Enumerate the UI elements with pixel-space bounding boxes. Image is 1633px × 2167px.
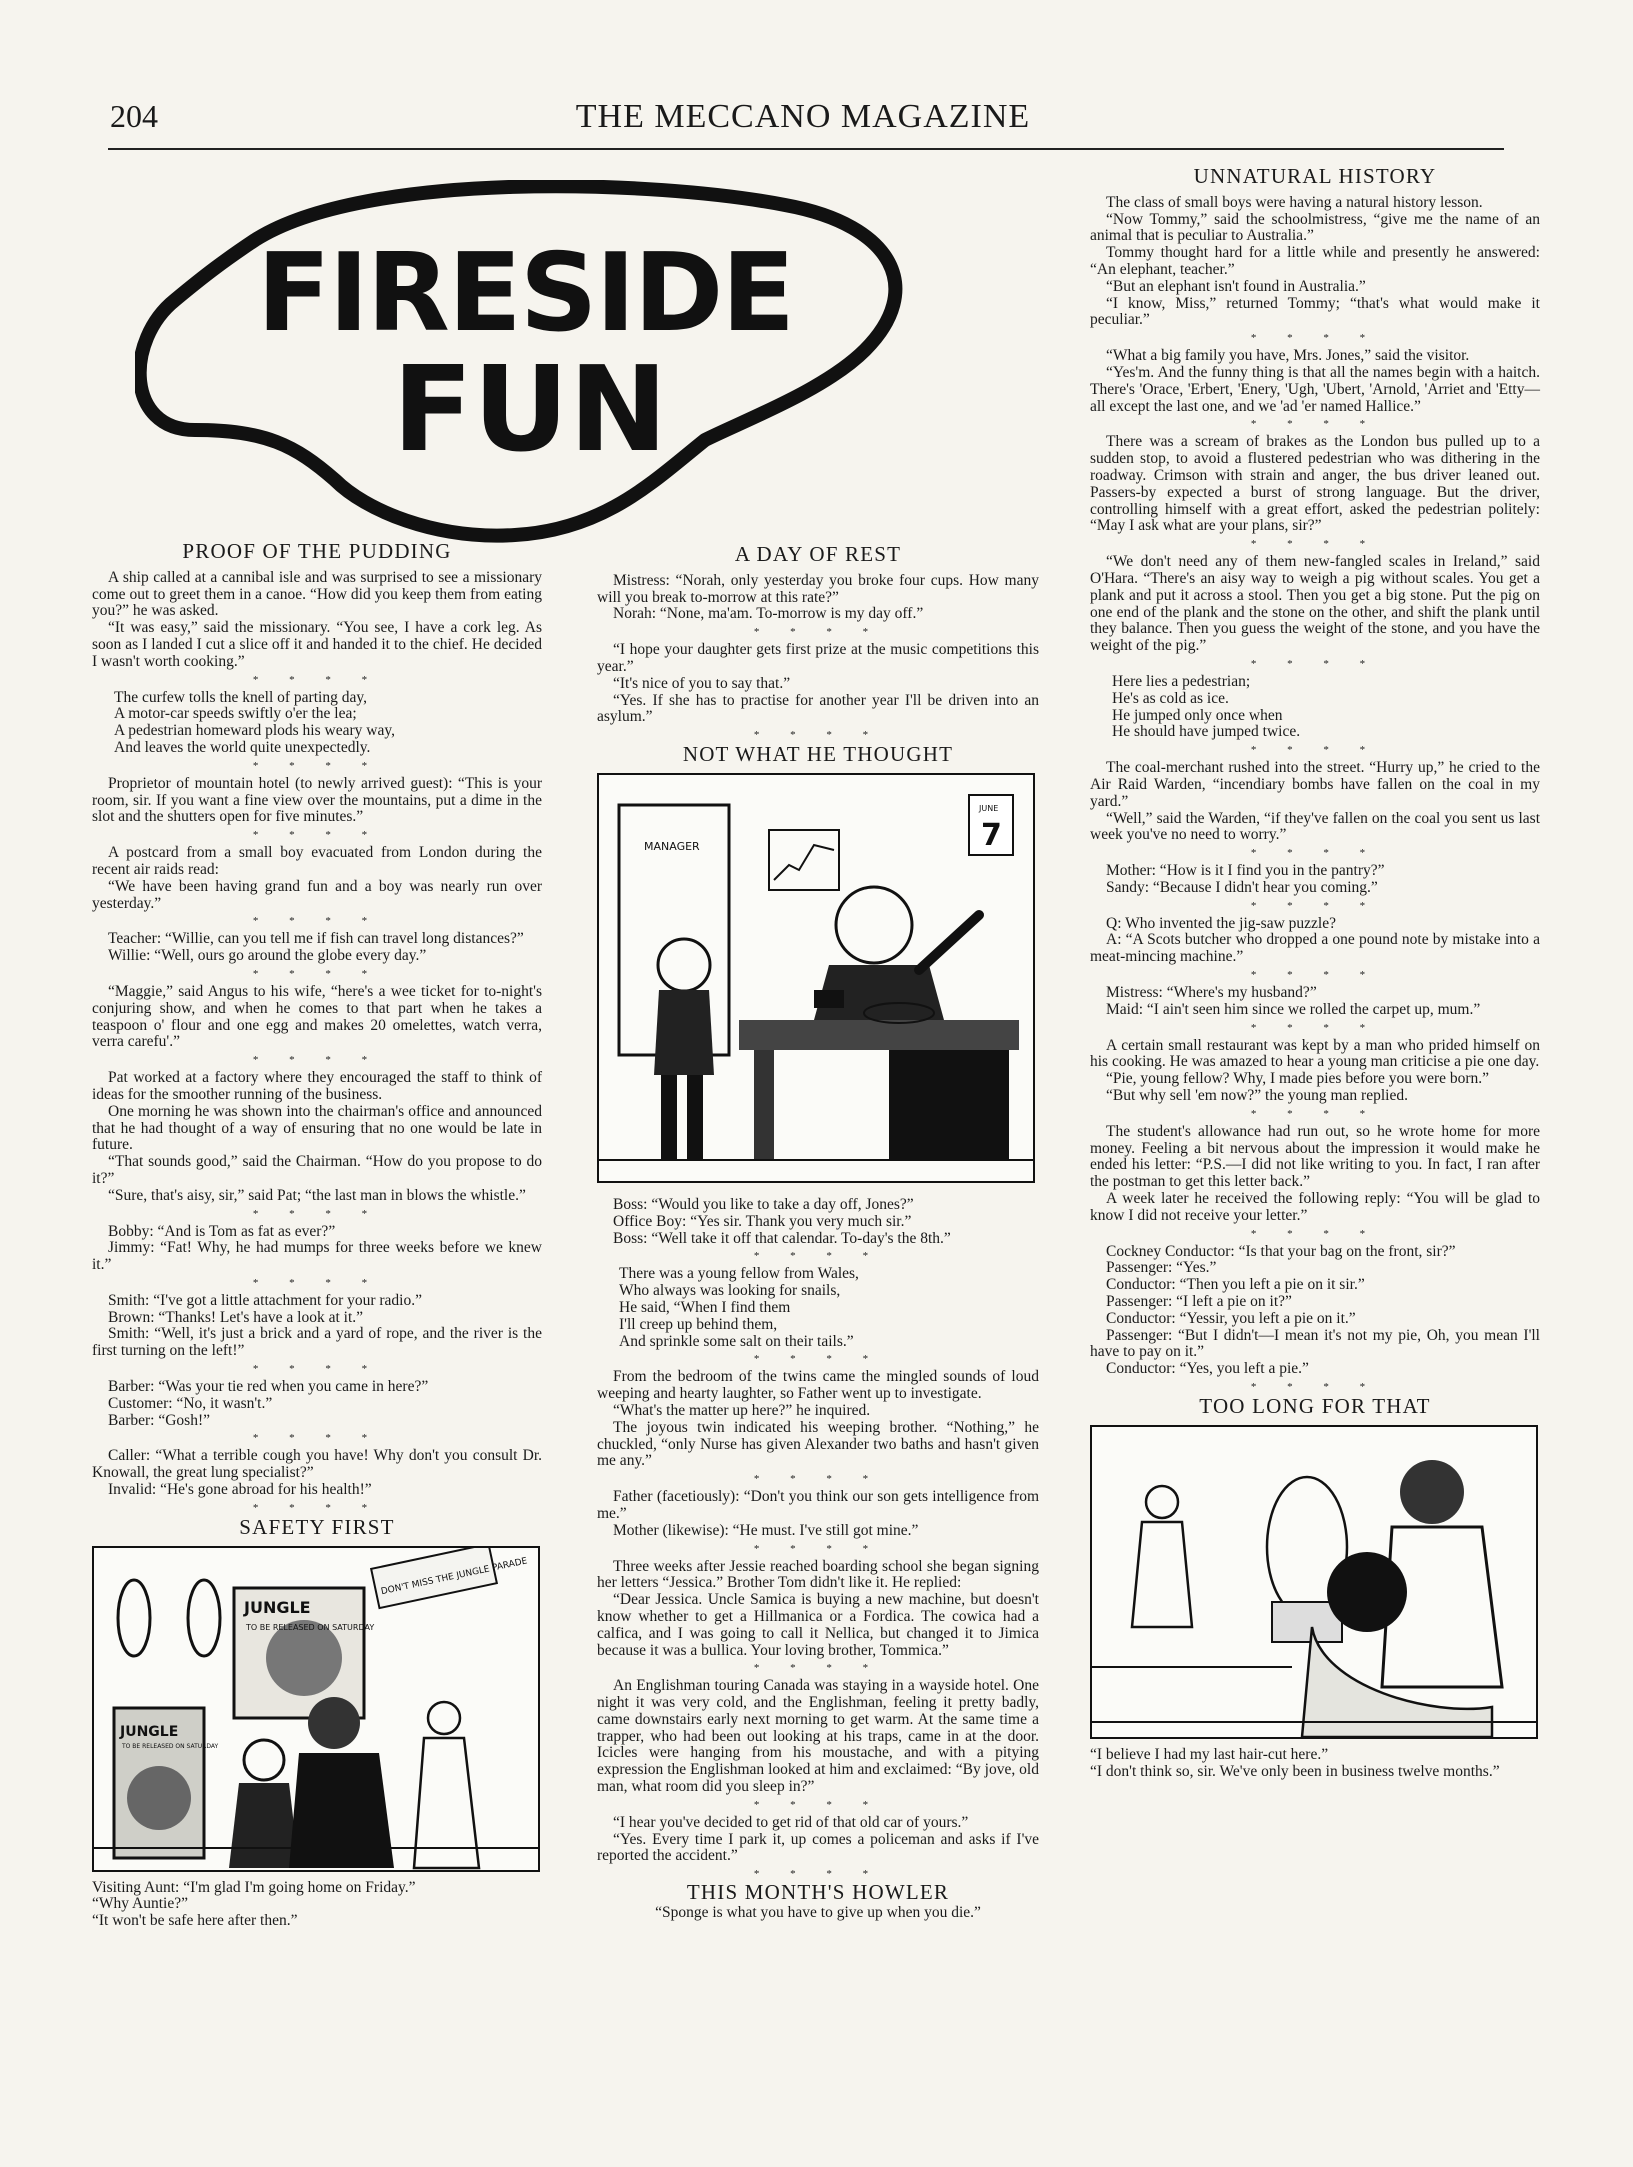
joke-paragraph: Passenger: “I left a pie on it?”	[1106, 1293, 1292, 1311]
joke-paragraph: “That sounds good,” said the Chairman. “How do you propose to do it?”	[92, 1153, 542, 1187]
joke-paragraph: A week later he received the following reply: “You will be glad to know I did not receive your letter.”	[1090, 1190, 1540, 1224]
joke-paragraph: Invalid: “He's gone abroad for his health!”	[108, 1481, 372, 1499]
separator-stars: * * * *	[753, 626, 883, 639]
joke-paragraph: Cockney Conductor: “Is that your bag on the front, sir?”	[1106, 1242, 1456, 1260]
verse-line: There was a young fellow from Wales,	[619, 1265, 859, 1283]
column-middle	[597, 542, 1039, 1922]
joke-paragraph: From the bedroom of the twins came the mingled sounds of loud weeping and hearty laughter, so Father went up to investigate.	[597, 1368, 1039, 1403]
verse-line: A motor-car speeds swiftly o'er the lea;	[114, 705, 357, 723]
cartoon-caption: “I don't think so, sir. We've only been in business twelve months.”	[1090, 1762, 1500, 1780]
joke-paragraph: Jimmy: “Fat! Why, he had mumps for three weeks before we knew it.”	[92, 1239, 542, 1274]
joke-paragraph: “It was easy,” said the missionary. “You see, I have a cork leg. As soon as I landed I cut a slice off it and handed it to the chief. He decided I wasn't worth cooking.”	[92, 619, 542, 670]
separator-stars: * * * *	[1250, 538, 1380, 551]
calendar-day: 7	[981, 817, 1002, 853]
separator-stars: * * * *	[1250, 744, 1380, 757]
poster-title: JUNGLE	[244, 1597, 311, 1617]
joke-paragraph: Mistress: “Where's my husband?”	[1106, 984, 1317, 1002]
joke-paragraph: The coal-merchant rushed into the street. “Hurry up,” he cried to the Air Raid Warden, “incendiary bombs have fallen on the coal in my yard.”	[1090, 759, 1540, 810]
separator-stars: * * * *	[753, 729, 883, 742]
joke-paragraph: “What a big family you have, Mrs. Jones,” said the visitor.	[1106, 347, 1470, 365]
heading-a-day-of-rest: A DAY OF REST	[734, 542, 902, 566]
verse-line: And sprinkle some salt on their tails.”	[619, 1332, 854, 1350]
joke-paragraph: Smith: “I've got a little attachment for your radio.”	[108, 1291, 422, 1309]
joke-paragraph: Passenger: “But I didn't—I mean it's not my pie, Oh, you mean I'll have to pay on it.”	[1090, 1326, 1540, 1361]
joke-paragraph: Willie: “Well, ours go around the globe every day.”	[108, 947, 427, 965]
verse-line: A pedestrian homeward plods his weary way,	[114, 722, 395, 740]
separator-stars: * * * *	[252, 1054, 382, 1067]
joke-paragraph: “Yes. Every time I park it, up comes a policeman and asks if I've reported the accident.”	[597, 1830, 1039, 1865]
magazine-title: THE MECCANO MAGAZINE	[575, 98, 1031, 135]
title-fireside: FIRESIDE	[256, 231, 794, 356]
separator-stars: * * * *	[252, 967, 382, 980]
joke-paragraph: Bobby: “And is Tom as fat as ever?”	[108, 1222, 336, 1240]
joke-paragraph: “Now Tommy,” said the schoolmistress, “give me the name of an animal that is peculiar to Australia.”	[1090, 210, 1540, 245]
heading-proof-of-the-pudding: PROOF OF THE PUDDING	[182, 539, 452, 563]
page-header	[98, 98, 1508, 148]
joke-paragraph: “I hope your daughter gets first prize at the music competitions this year.”	[597, 641, 1039, 675]
verse-line: I'll creep up behind them,	[619, 1315, 778, 1333]
joke-paragraph: There was a scream of brakes as the London bus pulled up to a sudden stop, to avoid a flustered pedestrian who was dithering in the roadway. Crimson with strain and anger, the bus driver leaned out. Passers-by expected a burst of strong language. But the driver, controlling himself with a great effort, asked the pedestrian politely: “May I ask what are your plans, sir?”	[1090, 433, 1540, 535]
verse-line: He should have jumped twice.	[1112, 723, 1301, 741]
joke-paragraph: A certain small restaurant was kept by a man who prided himself on his cooking. He was amazed to hear a young man criticise a pie one day.	[1090, 1036, 1540, 1071]
joke-paragraph: The class of small boys were having a natural history lesson.	[1106, 193, 1483, 211]
cartoon-caption: Office Boy: “Yes sir. Thank you very much sir.”	[613, 1212, 912, 1230]
separator-stars: * * * *	[252, 1207, 382, 1220]
joke-paragraph: Father (facetiously): “Don't you think our son gets intelligence from me.”	[597, 1488, 1039, 1522]
cartoon-office-drawing	[599, 775, 1033, 1181]
separator-stars: * * * *	[1250, 1107, 1380, 1120]
heading-too-long-for-that: TOO LONG FOR THAT	[1199, 1394, 1431, 1419]
joke-paragraph: “I hear you've decided to get rid of that old car of yours.”	[613, 1813, 969, 1831]
joke-paragraph: “We have been having grand fun and a boy was nearly run over yesterday.”	[92, 877, 542, 912]
joke-paragraph: “Pie, young fellow? Why, I made pies before you were born.”	[1106, 1070, 1490, 1088]
joke-paragraph: Tommy thought hard for a little while and presently he answered: “An elephant, teacher.”	[1090, 244, 1540, 278]
separator-stars: * * * *	[1250, 418, 1380, 431]
joke-paragraph: Customer: “No, it wasn't.”	[108, 1394, 273, 1412]
separator-stars: * * * *	[753, 1798, 883, 1811]
fireside-fun-title-art	[135, 180, 915, 545]
joke-paragraph: “We don't need any of them new-fangled scales in Ireland,” said O'Hara. “There's an aisy way to weigh a pig without scales. You get a plank and put it across a stool. Then you get a big stone. Put the pig on one end of the plank and the stone on the other, and shift the plank until they balance. Then you guess the weight of the stone, and you have the weight of the pig.”	[1090, 553, 1540, 655]
cartoon-caption: “It won't be safe here after then.”	[92, 1912, 298, 1930]
separator-stars: * * * *	[252, 915, 382, 928]
calendar-month: JUNE	[979, 803, 999, 813]
cartoon-barber-drawing	[1092, 1427, 1536, 1737]
cartoon-caption: “I believe I had my last hair-cut here.”	[1090, 1745, 1329, 1763]
joke-paragraph: Barber: “Gosh!”	[108, 1411, 210, 1429]
joke-paragraph: The student's allowance had run out, so he wrote home for more money. Feeling a bit nervous about the impression it would make he ended his letter: “P.S.—I did not like writing to you. In fact, I ran after the postman to get this letter back.”	[1090, 1122, 1540, 1191]
verse-line: He said, “When I find them	[619, 1298, 791, 1316]
verse-line: And leaves the world quite unexpectedly.	[114, 738, 371, 756]
joke-paragraph: “I know, Miss,” returned Tommy; “that's what would make it peculiar.”	[1090, 294, 1540, 329]
separator-stars: * * * *	[1250, 969, 1380, 982]
poster-subtitle-2: TO BE RELEASED ON SATURDAY	[122, 1742, 219, 1750]
separator-stars: * * * *	[1250, 1021, 1380, 1034]
joke-paragraph: Mother: “How is it I find you in the pantry?”	[1106, 862, 1385, 880]
verse-line: Here lies a pedestrian;	[1112, 672, 1251, 690]
separator-stars: * * * *	[753, 1662, 883, 1675]
joke-paragraph: Q: Who invented the jig-saw puzzle?	[1106, 914, 1336, 932]
joke-paragraph: “It's nice of you to say that.”	[613, 674, 791, 692]
door-sign: MANAGER	[644, 839, 700, 853]
separator-stars: * * * *	[753, 1542, 883, 1555]
joke-paragraph: Mother (likewise): “He must. I've still got mine.”	[613, 1521, 919, 1539]
joke-paragraph: Mistress: “Norah, only yesterday you broke four cups. How many will you break to-morrow at this rate?”	[597, 571, 1039, 606]
joke-paragraph: Three weeks after Jessie reached boarding school she began signing her letters “Jessica.” Brother Tom didn't like it. He replied:	[597, 1557, 1039, 1592]
cartoon-caption: Boss: “Would you like to take a day off, Jones?”	[613, 1195, 914, 1213]
joke-paragraph: Proprietor of mountain hotel (to newly arrived guest): “This is your room, sir. If you want a fine view over the mountains, put a dime in the slot and the shutters open for five minutes.”	[92, 774, 542, 826]
heading-this-months-howler: THIS MONTH'S HOWLER	[686, 1880, 950, 1905]
separator-stars: * * * *	[1250, 657, 1380, 670]
heading-unnatural-history: UNNATURAL HISTORY	[1193, 164, 1437, 188]
joke-paragraph: Passenger: “Yes.”	[1106, 1259, 1217, 1277]
joke-paragraph: The joyous twin indicated his weeping brother. “Nothing,” he chuckled, “only Nurse has given Alexander two baths and hasn't given me any.”	[597, 1418, 1039, 1470]
joke-paragraph: Smith: “Well, it's just a brick and a yard of rope, and the river is the first turning on the left!”	[92, 1325, 542, 1360]
joke-paragraph: “But why sell 'em now?” the young man replied.	[1106, 1087, 1408, 1105]
separator-stars: * * * *	[753, 1250, 883, 1263]
joke-paragraph: Barber: “Was your tie red when you came in here?”	[108, 1378, 429, 1396]
column-left	[92, 539, 542, 1930]
joke-paragraph: Conductor: “Yes, you left a pie.”	[1106, 1360, 1309, 1378]
cartoon-caption: “Why Auntie?”	[92, 1895, 188, 1913]
header-rule	[108, 148, 1504, 150]
joke-paragraph: Conductor: “Yessir, you left a pie on it.”	[1106, 1309, 1356, 1327]
separator-stars: * * * *	[753, 1353, 883, 1366]
joke-paragraph: “Maggie,” said Angus to his wife, “here's a wee ticket for to-night's conjuring show, and when he comes to that part when he takes a teaspoon o' flour and one egg and makes 20 omelettes, watch verra, verra carefu'.”	[92, 982, 542, 1051]
joke-paragraph: One morning he was shown into the chairman's office and announced that he had thought of a way of ensuring that no one would be late in future.	[92, 1102, 542, 1154]
separator-stars: * * * *	[252, 1501, 382, 1514]
joke-paragraph: Norah: “None, ma'am. To-morrow is my day off.”	[613, 605, 924, 623]
separator-stars: * * * *	[753, 1868, 883, 1881]
verse-line: The curfew tolls the knell of parting day,	[114, 688, 367, 706]
separator-stars: * * * *	[252, 1276, 382, 1289]
separator-stars: * * * *	[252, 1432, 382, 1445]
joke-paragraph: “Dear Jessica. Uncle Samica is buying a new machine, but doesn't know whether to get a Hillmanica or a Fordica. The cowica had a calfica, and I was going to call it Nellica, but changed it to Jimica because it was a bullica. Your loving brother, Tommica.”	[597, 1591, 1039, 1659]
joke-paragraph: A ship called at a cannibal isle and was surprised to see a missionary come out to greet them in a canoe. “How did you keep them from eating you?” he was asked.	[92, 568, 542, 620]
verse-line: He's as cold as ice.	[1112, 689, 1229, 707]
joke-paragraph: Caller: “What a terrible cough you have! Why don't you consult Dr. Knowall, the great lung specialist?”	[92, 1447, 542, 1482]
banner-text: DON'T MISS THE JUNGLE PARADE	[380, 1556, 529, 1597]
cartoon-caption: Visiting Aunt: “I'm glad I'm going home on Friday.”	[92, 1878, 416, 1896]
joke-paragraph: A postcard from a small boy evacuated from London during the recent air raids read:	[92, 844, 542, 878]
joke-paragraph: Pat worked at a factory where they encouraged the staff to think of ideas for the smoother running of the business.	[92, 1069, 542, 1103]
joke-paragraph: “Well,” said the Warden, “if they've fallen on the coal you sent us last week you've no need to worry.”	[1090, 809, 1540, 844]
poster-title-2: JUNGLE	[120, 1723, 179, 1740]
joke-paragraph: An Englishman touring Canada was staying in a wayside hotel. One night it was very cold, and the Englishman, feeling it pretty badly, came downstairs early next morning to get warm. At the same time a trapper, who had been out looking at his traps, came in at the door. Icicles were hanging from his moustache, and with a pitying expression the Englishman looked at him and exclaimed: “By jove, old man, what room did you sleep in?”	[597, 1677, 1039, 1796]
separator-stars: * * * *	[1250, 1381, 1380, 1394]
joke-paragraph: “What's the matter up here?” he inquired.	[613, 1401, 871, 1419]
cartoon-caption: Boss: “Well take it off that calendar. To-day's the 8th.”	[613, 1229, 951, 1247]
column-right	[1090, 164, 1540, 1780]
cartoon-too-long-for-that	[1090, 1425, 1538, 1739]
verse-line: He jumped only once when	[1112, 706, 1283, 724]
separator-stars: * * * *	[1250, 332, 1380, 345]
joke-paragraph: “But an elephant isn't found in Australia.”	[1106, 277, 1366, 295]
separator-stars: * * * *	[252, 1363, 382, 1376]
separator-stars: * * * *	[1250, 1227, 1380, 1240]
page-number: 204	[110, 98, 158, 134]
separator-stars: * * * *	[753, 1473, 883, 1486]
separator-stars: * * * *	[252, 673, 382, 686]
heading-safety-first: SAFETY FIRST	[239, 1514, 395, 1539]
verse-line: Who always was looking for snails,	[619, 1282, 841, 1300]
joke-paragraph: “Yes. If she has to practise for another year I'll be driven into an asylum.”	[597, 691, 1039, 726]
separator-stars: * * * *	[252, 829, 382, 842]
joke-paragraph: Maid: “I ain't seen him since we rolled the carpet up, mum.”	[1106, 1000, 1481, 1018]
title-fun: FUN	[392, 340, 668, 478]
howler-text: “Sponge is what you have to give up when you die.”	[655, 1904, 981, 1922]
cartoon-not-what-he-thought	[597, 773, 1035, 1183]
cartoon-safety-first-drawing	[94, 1548, 538, 1870]
separator-stars: * * * *	[1250, 899, 1380, 912]
cartoon-safety-first	[92, 1546, 540, 1872]
separator-stars: * * * *	[1250, 847, 1380, 860]
separator-stars: * * * *	[252, 759, 382, 772]
poster-subtitle: TO BE RELEASED ON SATURDAY	[246, 1622, 375, 1632]
joke-paragraph: “Sure, that's aisy, sir,” said Pat; “the last man in blows the whistle.”	[108, 1186, 526, 1204]
joke-paragraph: Teacher: “Willie, can you tell me if fish can travel long distances?”	[108, 930, 524, 948]
joke-paragraph: Brown: “Thanks! Let's have a look at it.”	[108, 1308, 364, 1326]
joke-paragraph: A: “A Scots butcher who dropped a one pound note by mistake into a meat-mincing machine.”	[1090, 931, 1540, 966]
joke-paragraph: Sandy: “Because I didn't hear you coming.”	[1106, 878, 1378, 896]
heading-not-what-he-thought: NOT WHAT HE THOUGHT	[682, 742, 954, 767]
joke-paragraph: “Yes'm. And the funny thing is that all the names begin with a haitch. There's 'Orace, 'Erbert, 'Enery, 'Ugh, 'Ubert, 'Arnold, 'Arriet and 'Etty—all except the last one, and we 'ad 'er named Hallice.”	[1090, 363, 1540, 415]
joke-paragraph: Conductor: “Then you left a pie on it sir.”	[1106, 1276, 1365, 1294]
